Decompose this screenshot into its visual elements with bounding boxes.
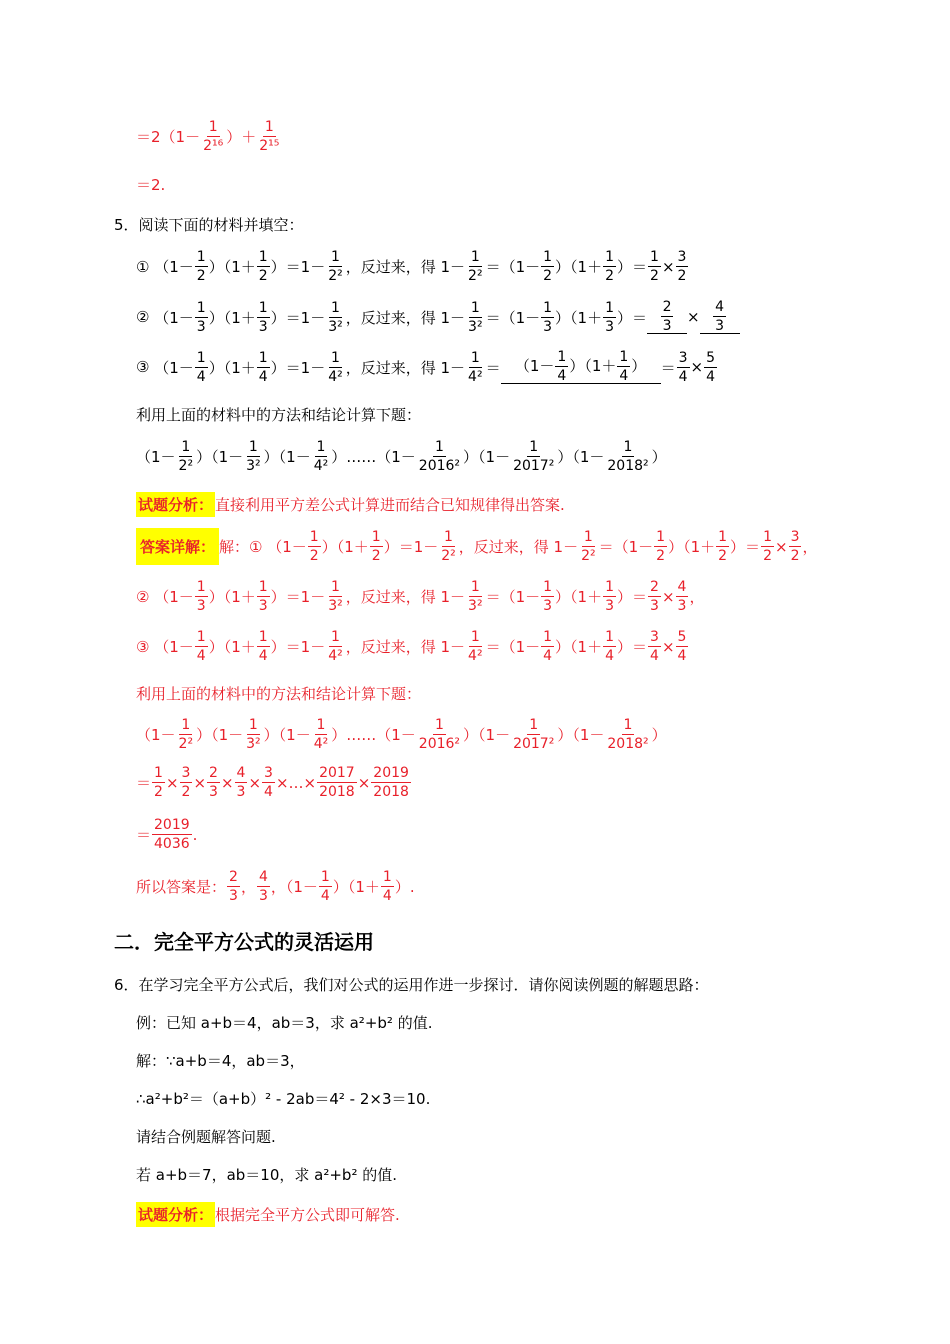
- fill-blank-3[interactable]: （1－ $\frac{1}{4}$ ）（1＋ $\frac{1}{4}$ ）: [501, 350, 661, 384]
- answer-row-3: ③ （1－ $\frac{1}{4}$ ）（1＋ $\frac{1}{4}$ ）＝1－ $\frac{1}{\text{4²}}$ ，反过来，得 1－ $\frac{1}{\text{4²}}$ ＝（1－ $\frac{1}{4}$ ）（1＋ $\frac{1}{4}$ ）＝ $\frac{3}{4}$ × $\frac{5}{4}$: [136, 629, 687, 664]
- circled-3: ③: [136, 358, 150, 376]
- answer-expansion: ＝ $\frac{1}{2}$ × $\frac{3}{2}$ × $\frac{2}{3}$ × $\frac{4}{3}$ × $\frac{3}{4}$ ×…× $\frac{2017}{2018}$ × $\frac{2019}{2018}$: [136, 765, 409, 800]
- q5-row-1: ① （1－ $\frac{1}{2}$ ）（1＋ $\frac{1}{2}$ ）＝1－ $\frac{1}{\text{2²}}$ ，反过来，得 1－ $\frac{1}{\text{2²}}$ ＝（1－ $\frac{1}{2}$ ）（1＋ $\frac{1}{2}$ ）＝ $\frac{1}{2}$ × $\frac{3}{2}$: [136, 249, 687, 284]
- q6-solution-1: 解：∵a+b＝4，ab＝3，: [136, 1052, 305, 1070]
- analysis-label: 试题分析：: [136, 492, 215, 517]
- answer-calc-intro: 利用上面的材料中的方法和结论计算下题：: [136, 685, 422, 703]
- answer-row-1: 答案详解： 解： ① （1－ $\frac{1}{2}$ ）（1＋ $\frac{1}{2}$ ）＝1－ $\frac{1}{\text{2²}}$ ，反过来，得 1－ $\frac{1}{\text{2²}}$ ＝（1－ $\frac{1}{2}$ ）（1＋ $\frac{1}{2}$ ）＝ $\frac{1}{2}$ × $\frac{3}{2}$ ，: [136, 528, 818, 565]
- prev-mid: ）＋: [226, 128, 257, 146]
- q6-prompt: 请结合例题解答问题.: [136, 1128, 276, 1146]
- answer-product: （1－ $\frac{1}{\text{2²}}$ ）（1－ $\frac{1}{\text{3²}}$ ）（1－ $\frac{1}{\text{4²}}$ ）……（1－ $\frac{1}{\text{2016²}}$ ）（1－ $\frac{1}{\text{2017²}}$ ）（1－ $\frac{1}{\text{2018²}}$ ）: [136, 717, 667, 752]
- q6-solution-2: ∴a²+b²＝（a+b）² - 2ab＝4² - 2×3＝10.: [136, 1090, 431, 1108]
- analysis-text: 直接利用平方差公式计算进而结合已知规律得出答案.: [215, 496, 565, 514]
- prev-fraction-2: $\frac{1}{\text{2¹⁵}}$: [259, 119, 280, 154]
- q5-title: 5．阅读下面的材料并填空：: [114, 216, 304, 234]
- prev-answer-line2: ＝2.: [136, 176, 166, 194]
- fill-blank-1[interactable]: $\frac{2}{3}$: [647, 300, 687, 334]
- q5-calc-intro: 利用上面的材料中的方法和结论计算下题：: [136, 406, 422, 424]
- prev-answer-line1: [136, 120, 282, 153]
- q6-example: 例：已知 a+b＝4，ab＝3，求 a²+b² 的值.: [136, 1014, 433, 1032]
- q6-analysis-label: 试题分析：: [136, 1202, 215, 1227]
- q6-title: 6．在学习完全平方公式后，我们对公式的运用作进一步探讨．请你阅读例题的解题思路：: [114, 976, 709, 994]
- answer-label: 答案详解：: [136, 528, 219, 565]
- section-2-title: 二．完全平方公式的灵活运用: [114, 930, 374, 954]
- q6-analysis-text: 根据完全平方公式即可解答.: [215, 1206, 400, 1224]
- prev-fraction-1: $\frac{1}{\text{2¹⁶}}$: [203, 119, 224, 154]
- q5-product: （1－ $\frac{1}{\text{2²}}$ ）（1－ $\frac{1}{\text{3²}}$ ）（1－ $\frac{1}{\text{4²}}$ ）……（1－ $\frac{1}{\text{2016²}}$ ）（1－ $\frac{1}{\text{2017²}}$ ）（1－ $\frac{1}{\text{2018²}}$ ）: [136, 439, 667, 474]
- circled-2: ②: [136, 308, 150, 326]
- answer-row-2: ② （1－ $\frac{1}{3}$ ）（1＋ $\frac{1}{3}$ ）＝1－ $\frac{1}{\text{3²}}$ ，反过来，得 1－ $\frac{1}{\text{3²}}$ ＝（1－ $\frac{1}{3}$ ）（1＋ $\frac{1}{3}$ ）＝ $\frac{2}{3}$ × $\frac{4}{3}$ ，: [136, 579, 705, 614]
- q5-row-3: ③ （1－ $\frac{1}{4}$ ）（1＋ $\frac{1}{4}$ ）＝1－ $\frac{1}{\text{4²}}$ ，反过来，得 1－ $\frac{1}{\text{4²}}$ ＝ （1－ $\frac{1}{4}$ ）（1＋ $\frac{1}{4}$ ） ＝ $\frac{3}{4}$ × $\frac{5}{4}$: [136, 349, 716, 385]
- prev-prefix: ＝2（1－: [136, 128, 201, 146]
- answer-conclusion: 所以答案是： $\frac{2}{3}$ ， $\frac{4}{3}$ ，（1－ $\frac{1}{4}$ ）（1＋ $\frac{1}{4}$ ）.: [136, 869, 415, 904]
- q5-row-2: ② （1－ $\frac{1}{3}$ ）（1＋ $\frac{1}{3}$ ）＝1－ $\frac{1}{\text{3²}}$ ，反过来，得 1－ $\frac{1}{\text{3²}}$ ＝（1－ $\frac{1}{3}$ ）（1＋ $\frac{1}{3}$ ）＝ $\frac{2}{3}$ × $\frac{4}{3}$: [136, 300, 740, 334]
- q6-analysis: [136, 1202, 400, 1227]
- q5-analysis: [136, 492, 565, 517]
- circled-1: ①: [136, 257, 150, 276]
- fill-blank-2[interactable]: $\frac{4}{3}$: [700, 300, 740, 334]
- answer-result: ＝ $\frac{2019}{4036}$ .: [136, 817, 198, 852]
- q6-question: 若 a+b＝7，ab＝10，求 a²+b² 的值.: [136, 1166, 398, 1184]
